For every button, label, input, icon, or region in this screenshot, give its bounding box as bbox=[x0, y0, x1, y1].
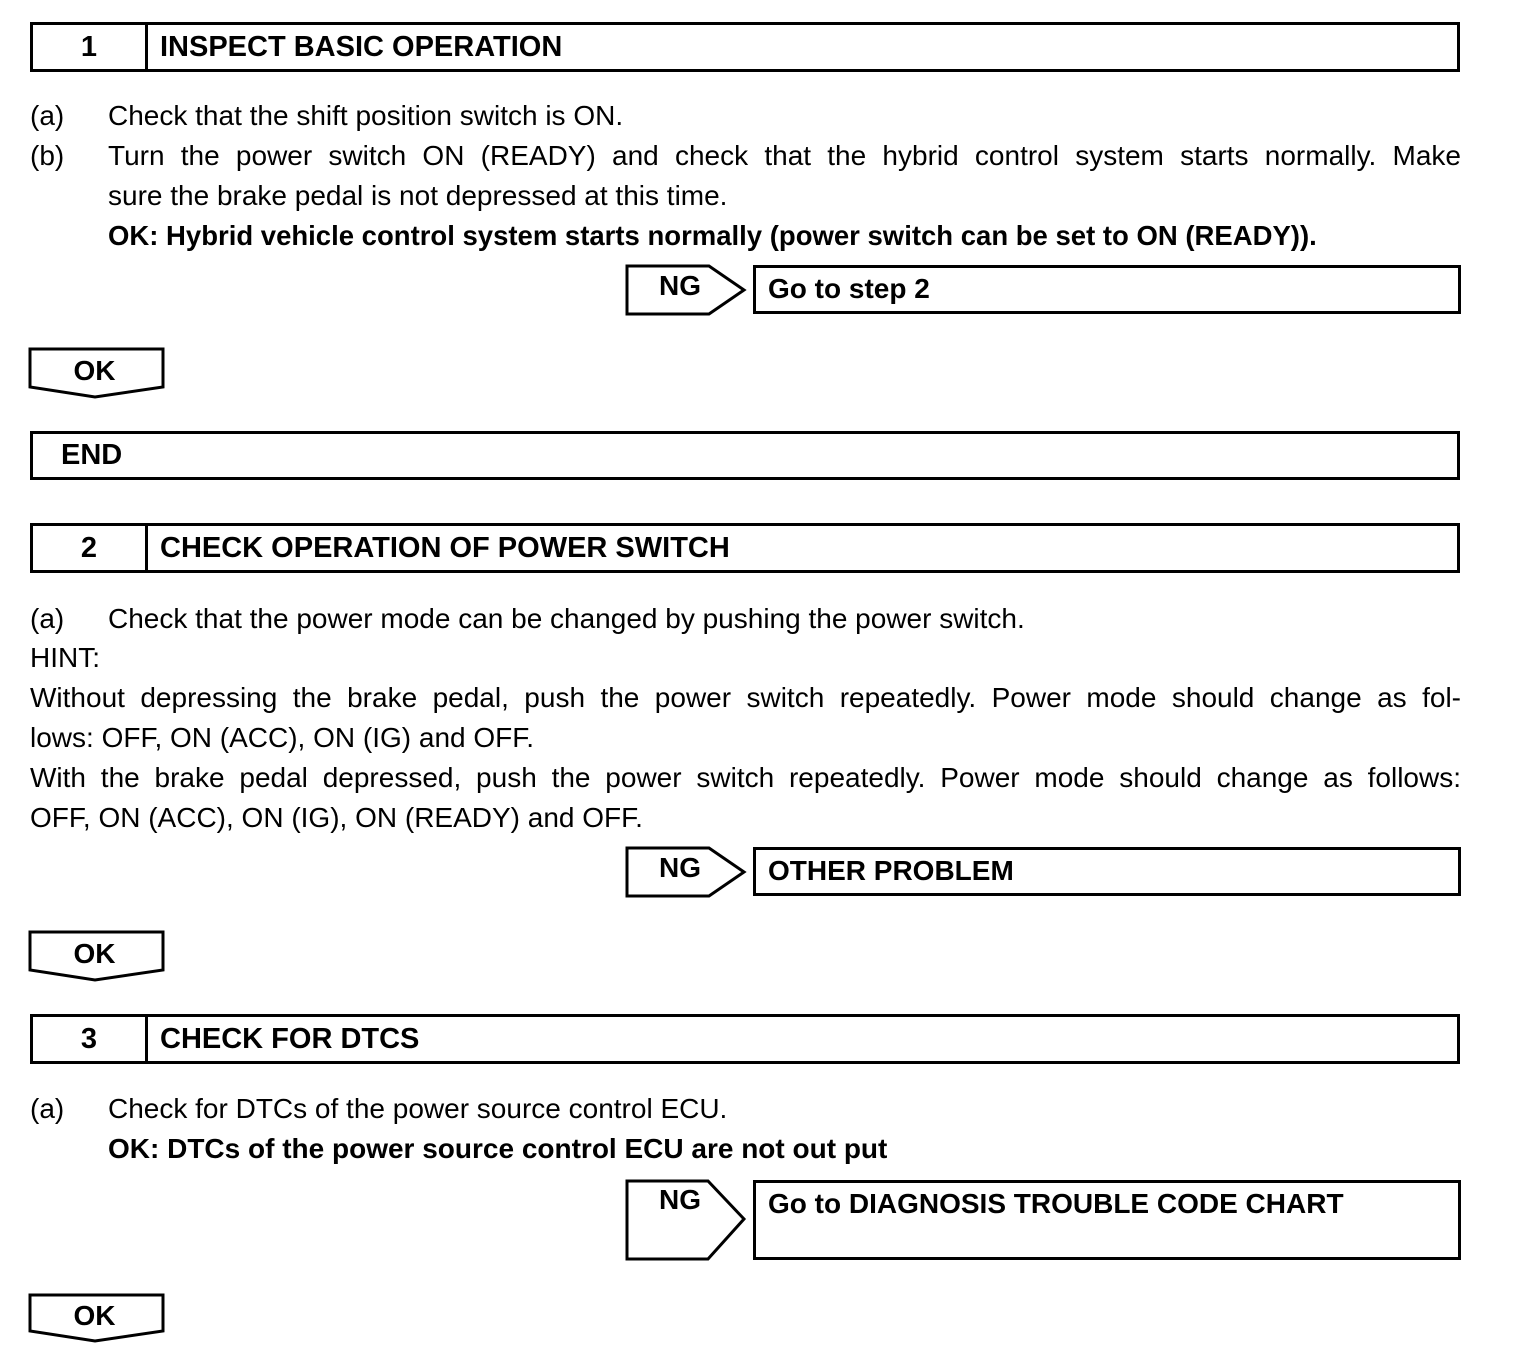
ng-label: NG bbox=[659, 270, 701, 301]
step-number: 3 bbox=[33, 1017, 148, 1061]
item-label: (a) bbox=[30, 100, 65, 131]
step-number: 1 bbox=[33, 25, 148, 69]
ng-label: NG bbox=[659, 852, 701, 883]
ok-criteria: OK: DTCs of the power source control ECU are not out put bbox=[108, 1133, 888, 1164]
instruction-text: Check that the shift position switch is ON. bbox=[108, 100, 624, 131]
end-box bbox=[30, 431, 1460, 480]
step-2-header bbox=[30, 523, 1460, 573]
ok-criteria: OK: Hybrid vehicle control system starts normally (power switch can be set to ON (READY)). bbox=[108, 220, 1317, 251]
hint-text: Without depressing the brake pedal, push the power switch repeatedly. Power mode should change as fol- bbox=[30, 682, 1461, 713]
instruction-text: Check for DTCs of the power source control ECU. bbox=[108, 1093, 728, 1124]
hint-text: With the brake pedal depressed, push the power switch repeatedly. Power mode should change as follows: bbox=[30, 762, 1461, 793]
item-label: (a) bbox=[30, 1093, 65, 1124]
item-label: (a) bbox=[30, 603, 65, 634]
item-label: (b) bbox=[30, 140, 65, 171]
end-label: END bbox=[61, 439, 123, 471]
hint-label: HINT: bbox=[30, 642, 100, 673]
ng-destination[interactable]: Go to DIAGNOSIS TROUBLE CODE CHART bbox=[753, 1180, 1461, 1260]
ng-label: NG bbox=[659, 1184, 701, 1215]
ok-label: OK bbox=[73, 355, 116, 386]
ok-label: OK bbox=[73, 1300, 116, 1331]
step-3-header bbox=[30, 1014, 1460, 1064]
step-title: CHECK FOR DTCS bbox=[160, 1022, 420, 1055]
hint-text: lows: OFF, ON (ACC), ON (IG) and OFF. bbox=[30, 722, 535, 753]
step-title: INSPECT BASIC OPERATION bbox=[160, 30, 563, 63]
step-1-header bbox=[30, 22, 1460, 72]
instruction-text: Check that the power mode can be changed by pushing the power switch. bbox=[108, 603, 1025, 634]
ok-label: OK bbox=[73, 938, 116, 969]
ng-destination[interactable]: Go to step 2 bbox=[753, 265, 1461, 314]
hint-text: OFF, ON (ACC), ON (IG), ON (READY) and OFF. bbox=[30, 802, 643, 833]
ng-destination[interactable]: OTHER PROBLEM bbox=[753, 847, 1461, 896]
instruction-text: sure the brake pedal is not depressed at this time. bbox=[108, 180, 728, 211]
instruction-text: Turn the power switch ON (READY) and check that the hybrid control system starts normally. Make bbox=[108, 140, 1461, 171]
step-title: CHECK OPERATION OF POWER SWITCH bbox=[160, 531, 730, 564]
step-number: 2 bbox=[33, 526, 148, 570]
